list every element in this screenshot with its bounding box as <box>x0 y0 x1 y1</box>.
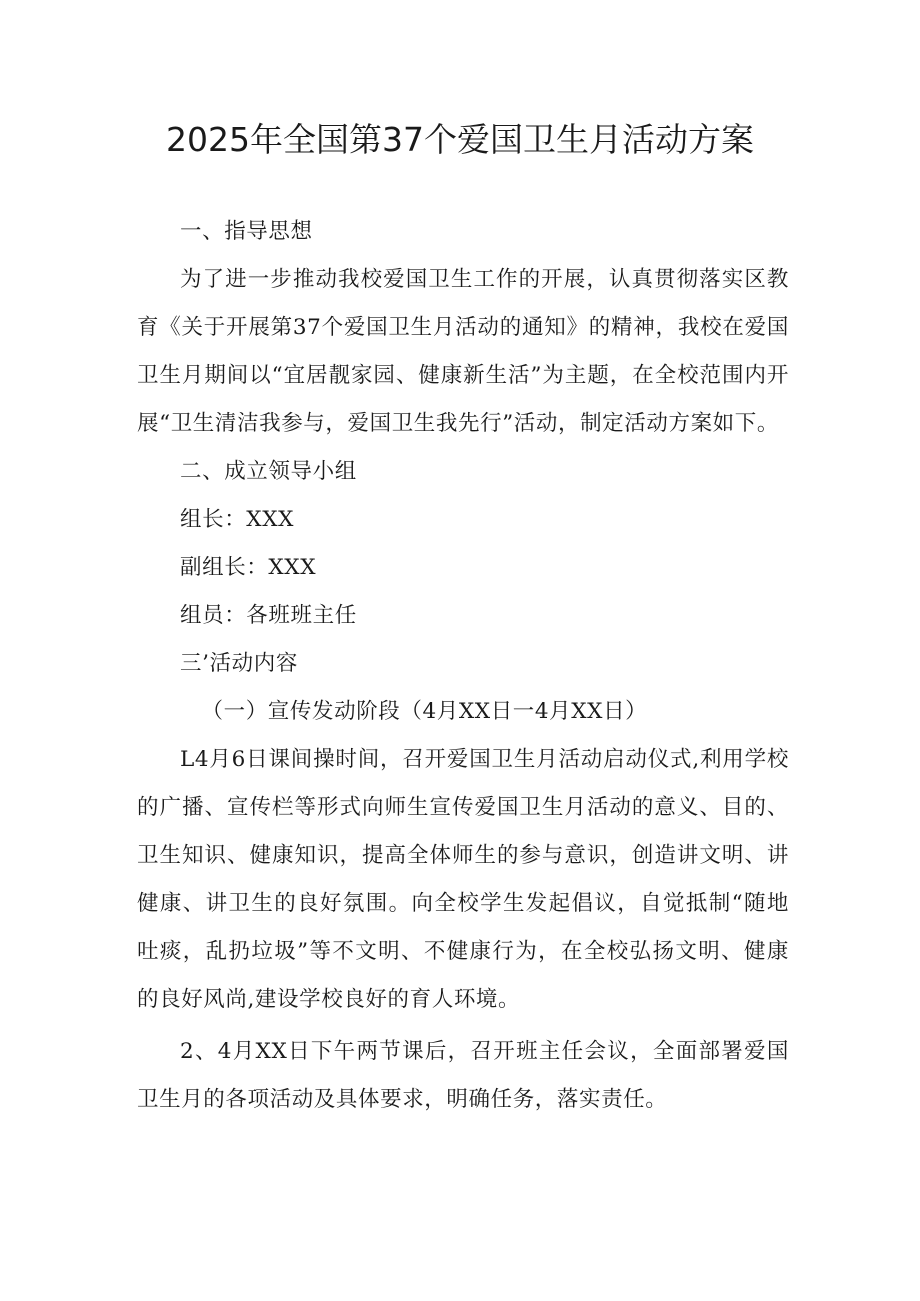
paragraph-purpose: 为了进一步推动我校爱国卫生工作的开展，认真贯彻落实区教育《关于开展第37个爱国卫生月活动的通知》的精神，我校在爱国卫生月期间以“宜居靓家园、健康新生活”为主题，在全校范围内开展“卫生清洁我参与，爱国卫生我先行”活动，制定活动方案如下。 <box>137 267 789 436</box>
paragraph-item-1: L4月6日课间操时间，召开爱国卫生月活动启动仪式,利用学校的广播、宣传栏等形式向师生宣传爱国卫生月活动的意义、目的、卫生知识、健康知识，提高全体师生的参与意识，创造讲文明、讲健康、讲卫生的良好氛围。向全校学生发起倡议，自觉抵制“随地吐痰，乱扔垃圾”等不文明、不健康行为，在全校弘扬文明、健康的良好风尚,建设学校良好的育人环境。 <box>137 747 789 1012</box>
heading-guiding-ideology: 一、指导思想 <box>180 219 313 244</box>
group-leader-line: 组长：XXX <box>180 507 295 532</box>
group-members-line: 组员：各班班主任 <box>180 603 357 628</box>
deputy-leader-line: 副组长：XXX <box>180 555 317 580</box>
subheading-publicity-phase: （一）宣传发动阶段（4月XX日一4月XX日） <box>201 699 648 724</box>
paragraph-item-2: 2、4月XX日下午两节课后，召开班主任会议，全面部署爱国卫生月的各项活动及具体要求，明确任务，落实责任。 <box>137 1039 789 1112</box>
heading-leadership-group: 二、成立领导小组 <box>180 459 357 484</box>
heading-activity-content: 三’活动内容 <box>180 651 298 676</box>
document-body <box>137 208 789 1124</box>
document-title: 2025年全国第37个爱国卫生月活动方案 <box>166 120 754 159</box>
